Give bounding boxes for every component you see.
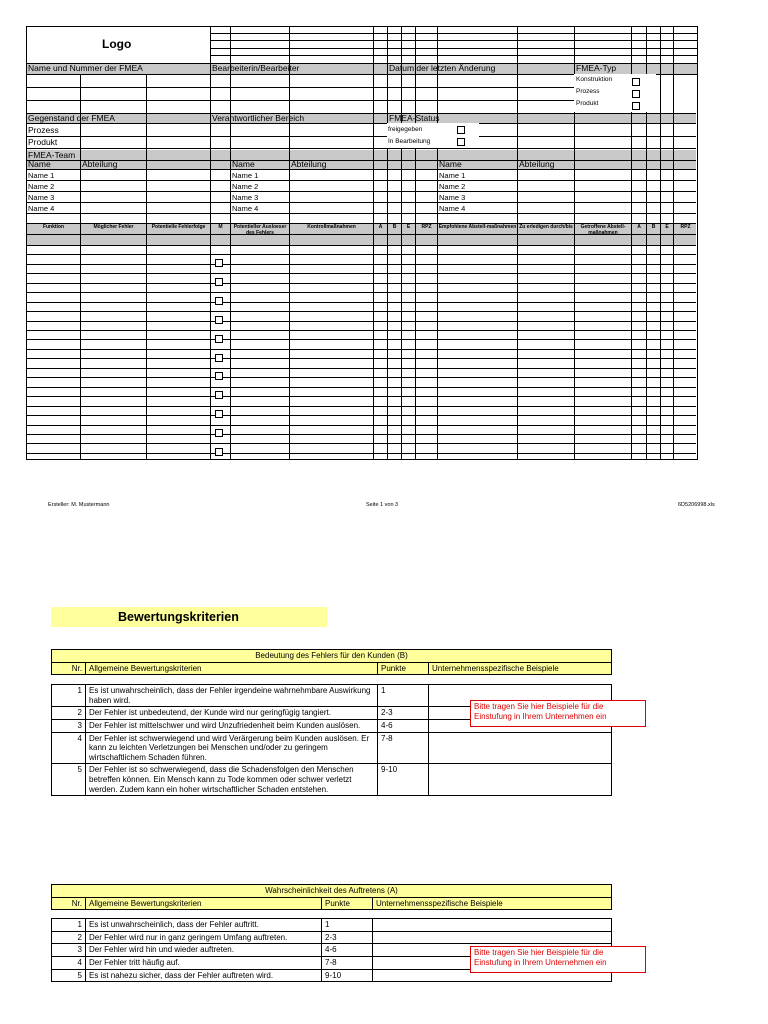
grid-line bbox=[26, 349, 696, 350]
col-header-ausloeser: Potentieller Ausloeser des Fehlers bbox=[233, 224, 287, 236]
table-row bbox=[52, 764, 612, 796]
team-abteilung-header-2: Abteilung bbox=[291, 159, 327, 169]
col-beispiele: Unternehmensspezifische Beispiele bbox=[373, 897, 612, 910]
team-member: Name 3 bbox=[439, 193, 466, 202]
grid-line bbox=[26, 453, 696, 454]
col-header-funktion: Funktion bbox=[42, 224, 65, 230]
row-punkte: 9-10 bbox=[378, 764, 429, 796]
row-text: Es ist unwahrscheinlich, dass der Fehler irgendeine wahrnehmbare Auswirkung haben wird. bbox=[86, 685, 378, 707]
team-member: Name 3 bbox=[28, 193, 55, 202]
grid-line bbox=[26, 302, 696, 303]
m-checkbox[interactable] bbox=[215, 448, 223, 456]
label-fmea-team: FMEA-Team bbox=[28, 150, 76, 160]
col-header-a2: A bbox=[637, 224, 641, 230]
col-beispiele: Unternehmensspezifische Beispiele bbox=[429, 662, 612, 675]
team-member: Name 1 bbox=[28, 171, 55, 180]
checkbox-in-bearbeitung[interactable] bbox=[457, 138, 465, 146]
m-checkbox[interactable] bbox=[215, 410, 223, 418]
table-row bbox=[52, 919, 612, 932]
label-name-nummer: Name und Nummer der FMEA bbox=[28, 63, 143, 73]
m-checkbox[interactable] bbox=[215, 391, 223, 399]
team-member: Name 2 bbox=[439, 182, 466, 191]
checkbox-prozess[interactable] bbox=[632, 90, 640, 98]
row-nr: 3 bbox=[52, 719, 86, 732]
row-nr: 1 bbox=[52, 919, 86, 932]
grid-line bbox=[26, 283, 696, 284]
option-freigegeben: freigegeben bbox=[388, 126, 423, 133]
team-member: Name 4 bbox=[439, 204, 466, 213]
option-prozess: Prozess bbox=[576, 88, 600, 95]
label-verantwortlich: Verantwortlicher Bereich bbox=[212, 113, 305, 123]
col-header-fehler: Möglicher Fehler bbox=[93, 224, 134, 230]
grid-line bbox=[26, 292, 696, 293]
label-datum: Datum der letzten Änderung bbox=[389, 63, 496, 73]
grid-line bbox=[26, 434, 696, 435]
col-header-e1: E bbox=[406, 224, 411, 230]
team-abteilung-header-1: Abteilung bbox=[82, 159, 118, 169]
col-punkte: Punkte bbox=[322, 897, 373, 910]
label-prozess: Prozess bbox=[28, 125, 59, 135]
col-header-rpz2: RPZ bbox=[680, 224, 691, 230]
row-text: Der Fehler ist unbedeutend, der Kunde wird nur geringfügig tangiert. bbox=[86, 707, 378, 720]
row-beispiel[interactable] bbox=[373, 931, 612, 944]
grid-line bbox=[26, 377, 696, 378]
col-header-rpz1: RPZ bbox=[421, 224, 432, 230]
row-punkte: 7-8 bbox=[322, 956, 373, 969]
row-punkte: 1 bbox=[322, 919, 373, 932]
row-text: Der Fehler wird hin und wieder auftreten. bbox=[86, 944, 322, 957]
row-text: Es ist nahezu sicher, dass der Fehler auftreten wird. bbox=[86, 969, 322, 982]
team-name-header-1: Name bbox=[28, 159, 51, 169]
team-name-header-2: Name bbox=[232, 159, 255, 169]
m-checkbox[interactable] bbox=[215, 354, 223, 362]
note-text-1: Bitte tragen Sie hier Beispiele für die Einstufung in Ihrem Unternehmen ein bbox=[474, 702, 607, 721]
row-punkte: 2-3 bbox=[322, 931, 373, 944]
m-checkbox[interactable] bbox=[215, 429, 223, 437]
team-member: Name 4 bbox=[28, 204, 55, 213]
grid-line bbox=[26, 425, 696, 426]
row-nr: 2 bbox=[52, 931, 86, 944]
checkbox-produkt[interactable] bbox=[632, 102, 640, 110]
footer-datei: 6D5206998.xls bbox=[678, 502, 715, 508]
col-header-b1: B bbox=[392, 224, 397, 230]
bewertung-title: Bewertungskriterien bbox=[118, 610, 239, 624]
grid-line bbox=[26, 311, 696, 312]
team-member: Name 3 bbox=[232, 193, 259, 202]
team-name-header-3: Name bbox=[439, 159, 462, 169]
row-text: Der Fehler wird nur in ganz geringem Umfang auftreten. bbox=[86, 931, 322, 944]
grid-line bbox=[26, 358, 696, 359]
col-header-zu-erledigen: Zu erledigen durch/bis bbox=[519, 224, 573, 230]
col-header-e2: E bbox=[665, 224, 669, 230]
row-beispiel[interactable] bbox=[373, 919, 612, 932]
logo: Logo bbox=[102, 37, 132, 51]
grid-line bbox=[26, 415, 696, 416]
footer-seite: Seite 1 von 3 bbox=[366, 502, 399, 508]
team-member: Name 2 bbox=[28, 182, 55, 191]
row-punkte: 4-6 bbox=[322, 944, 373, 957]
note-box-1 bbox=[470, 700, 646, 727]
grid-line bbox=[26, 264, 696, 265]
grid-line bbox=[26, 396, 696, 397]
m-checkbox[interactable] bbox=[215, 335, 223, 343]
option-in-bearbeitung: In Bearbeitung bbox=[388, 138, 431, 145]
table-caption: Wahrscheinlichkeit des Auftretens (A) bbox=[52, 885, 612, 898]
footer-ersteller: Ersteller: M. Mustermann bbox=[48, 502, 110, 508]
table-row bbox=[52, 931, 612, 944]
row-punkte: 7-8 bbox=[378, 732, 429, 764]
col-nr: Nr. bbox=[52, 897, 86, 910]
row-nr: 5 bbox=[52, 764, 86, 796]
row-nr: 3 bbox=[52, 944, 86, 957]
row-nr: 4 bbox=[52, 732, 86, 764]
grid-line bbox=[26, 339, 696, 340]
row-nr: 2 bbox=[52, 707, 86, 720]
label-fmea-typ: FMEA-Typ bbox=[576, 63, 617, 73]
team-member: Name 4 bbox=[232, 204, 259, 213]
col-header-empfohlen: Empfohlene Abstell-maßnahmen bbox=[438, 224, 517, 230]
m-checkbox[interactable] bbox=[215, 316, 223, 324]
label-fmea-status: FMEA-Status bbox=[389, 113, 440, 123]
label-gegenstand: Gegenstand der FMEA bbox=[28, 113, 115, 123]
grid-line bbox=[26, 321, 696, 322]
row-text: Es ist unwahrscheinlich, dass der Fehler auftritt. bbox=[86, 919, 322, 932]
col-header-getroffen: Getroffene Abstell-maßnahmen bbox=[580, 224, 626, 236]
team-member: Name 1 bbox=[439, 171, 466, 180]
note-text-2: Bitte tragen Sie hier Beispiele für die Einstufung in Ihrem Unternehmen ein bbox=[474, 948, 607, 967]
row-punkte: 9-10 bbox=[322, 969, 373, 982]
table-caption: Bedeutung des Fehlers für den Kunden (B) bbox=[52, 650, 612, 663]
option-konstruktion: Konstruktion bbox=[576, 76, 613, 83]
col-kriterien: Allgemeine Bewertungskriterien bbox=[86, 662, 378, 675]
m-checkbox[interactable] bbox=[215, 278, 223, 286]
note-box-2 bbox=[470, 946, 646, 973]
label-produkt: Produkt bbox=[28, 137, 58, 147]
team-abteilung-header-3: Abteilung bbox=[519, 159, 555, 169]
col-header-fehlerfolge: Potentielle Fehlerfolge bbox=[151, 224, 206, 230]
checkbox-konstruktion[interactable] bbox=[632, 78, 640, 86]
option-produkt: Produkt bbox=[576, 100, 599, 107]
col-header-m: M bbox=[218, 224, 223, 230]
team-member: Name 1 bbox=[232, 171, 259, 180]
col-kriterien: Allgemeine Bewertungskriterien bbox=[86, 897, 322, 910]
row-nr: 4 bbox=[52, 956, 86, 969]
row-beispiel[interactable] bbox=[429, 764, 612, 796]
grid-line bbox=[26, 443, 696, 444]
m-checkbox[interactable] bbox=[215, 259, 223, 267]
row-nr: 5 bbox=[52, 969, 86, 982]
col-nr: Nr. bbox=[52, 662, 86, 675]
row-beispiel[interactable] bbox=[429, 732, 612, 764]
grid-line bbox=[26, 387, 696, 388]
row-text: Der Fehler ist mittelschwer und wird Unzufriedenheit beim Kunden auslösen. bbox=[86, 719, 378, 732]
col-header-kontrolle: Kontrollmaßnahmen bbox=[307, 224, 356, 230]
row-text: Der Fehler ist so schwerwiegend, dass die Schadensfolgen den Menschen betreffen können. Ein Mensch kann zu Tode kommen oder schwer verletzt werden. Zudem kann ein hoher wirtschaftlicher Schaden entstehen. bbox=[86, 764, 378, 796]
row-text: Der Fehler ist schwerwiegend und wird Verärgerung beim Kunden auslösen. Er kann zu leichten Verletzungen bei Menschen und/oder zu geringem wirtschaftlichem Schaden führen. bbox=[86, 732, 378, 764]
col-punkte: Punkte bbox=[378, 662, 429, 675]
row-punkte: 2-3 bbox=[378, 707, 429, 720]
grid-line bbox=[26, 330, 696, 331]
col-header-b2: B bbox=[651, 224, 656, 230]
label-bearbeiter: Bearbeiterin/Bearbeiter bbox=[212, 63, 300, 73]
m-checkbox[interactable] bbox=[215, 372, 223, 380]
m-checkbox[interactable] bbox=[215, 297, 223, 305]
col-header-a1: A bbox=[378, 224, 383, 230]
grid-line bbox=[26, 254, 696, 255]
row-punkte: 4-6 bbox=[378, 719, 429, 732]
row-text: Der Fehler tritt häufig auf. bbox=[86, 956, 322, 969]
checkbox-freigegeben[interactable] bbox=[457, 126, 465, 134]
table-row bbox=[52, 732, 612, 764]
row-nr: 1 bbox=[52, 685, 86, 707]
grid-line bbox=[26, 273, 696, 274]
row-punkte: 1 bbox=[378, 685, 429, 707]
grid-line bbox=[26, 368, 696, 369]
grid-line bbox=[26, 406, 696, 407]
team-member: Name 2 bbox=[232, 182, 259, 191]
